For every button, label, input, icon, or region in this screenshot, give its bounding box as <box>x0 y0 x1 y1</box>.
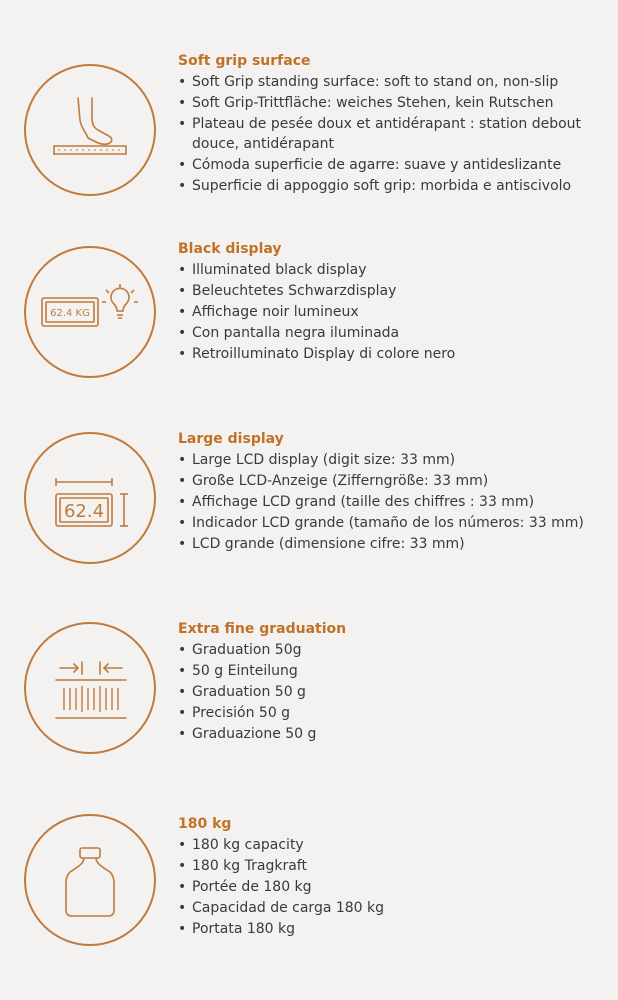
list-item: • Con pantalla negra iluminada <box>178 323 614 343</box>
feature-list <box>178 72 614 196</box>
list-item: • Plateau de pesée doux et antidérapant : station debout douce, antidérapant <box>178 114 614 154</box>
list-item: • Soft Grip-Trittfläche: weiches Stehen, kein Rutschen <box>178 93 614 113</box>
list-item: • Beleuchtetes Schwarzdisplay <box>178 281 614 301</box>
feature-text <box>178 52 614 197</box>
list-item: • Graduation 50g <box>178 640 614 660</box>
list-item: • Precisión 50 g <box>178 703 614 723</box>
feature-title: Large display <box>178 431 284 447</box>
list-item: • Portée de 180 kg <box>178 877 614 897</box>
list-item: • Affichage noir lumineux <box>178 302 614 322</box>
list-item: • Capacidad de carga 180 kg <box>178 898 614 918</box>
list-item: • 50 g Einteilung <box>178 661 614 681</box>
feature-list <box>178 450 614 554</box>
list-item: • Affichage LCD grand (taille des chiffres : 33 mm) <box>178 492 614 512</box>
list-item: • Graduazione 50 g <box>178 724 614 744</box>
list-item: • 180 kg Tragkraft <box>178 856 614 876</box>
feature-list <box>178 640 614 744</box>
list-item: • Graduation 50 g <box>178 682 614 702</box>
display-readout: 62.4 <box>63 501 105 522</box>
list-item: • Cómoda superficie de agarre: suave y antideslizante <box>178 155 614 175</box>
list-item: • Indicador LCD grande (tamaño de los números: 33 mm) <box>178 513 614 533</box>
feature-title: 180 kg <box>178 816 232 832</box>
list-item: • Retroilluminato Display di colore nero <box>178 344 614 364</box>
list-item: • 180 kg capacity <box>178 835 614 855</box>
feature-icon-circle <box>24 246 156 378</box>
feature-text <box>178 430 614 555</box>
list-item: • Superficie di appoggio soft grip: morbida e antiscivolo <box>178 176 614 196</box>
list-item: • Große LCD-Anzeige (Zifferngröße: 33 mm) <box>178 471 614 491</box>
feature-list <box>178 835 614 939</box>
feature-title: Extra fine graduation <box>178 621 347 637</box>
weight-icon <box>26 816 154 944</box>
list-item: • Soft Grip standing surface: soft to stand on, non-slip <box>178 72 614 92</box>
feature-icon-circle <box>24 432 156 564</box>
display-readout: 62.4 KG <box>50 308 90 319</box>
graduation-scale-icon <box>26 624 154 752</box>
feature-icon-circle <box>24 64 156 196</box>
feature-text <box>178 815 614 940</box>
list-item: • LCD grande (dimensione cifre: 33 mm) <box>178 534 614 554</box>
feature-icon-circle <box>24 814 156 946</box>
large-display-icon <box>26 434 154 562</box>
feature-list <box>178 260 614 364</box>
feature-title: Soft grip surface <box>178 53 311 69</box>
illuminated-display-icon <box>26 248 154 376</box>
list-item: • Large LCD display (digit size: 33 mm) <box>178 450 614 470</box>
foot-on-surface-icon <box>26 66 154 194</box>
feature-title: Black display <box>178 241 282 257</box>
feature-text <box>178 620 614 745</box>
list-item: • Portata 180 kg <box>178 919 614 939</box>
list-item: • Illuminated black display <box>178 260 614 280</box>
feature-icon-circle <box>24 622 156 754</box>
feature-text <box>178 240 614 365</box>
